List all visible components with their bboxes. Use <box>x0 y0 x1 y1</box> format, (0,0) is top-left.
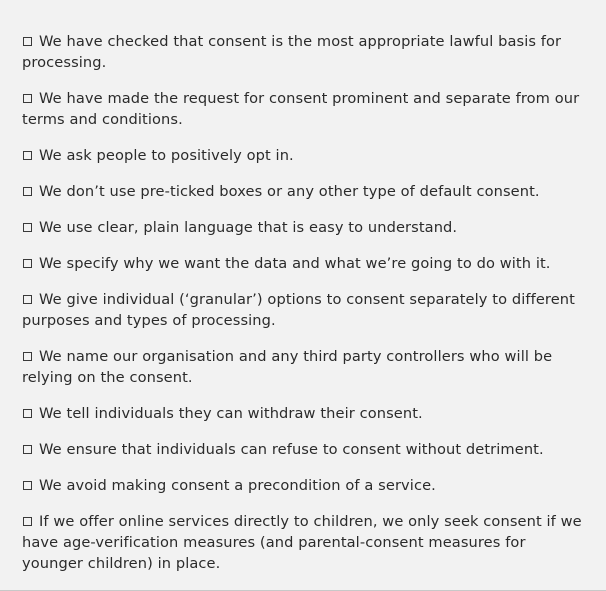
checkbox-icon <box>23 445 32 454</box>
checklist-item-text: We have made the request for consent prominent and separate from our terms and conditions. <box>22 90 580 128</box>
checklist-item-text: We have checked that consent is the most appropriate lawful basis for processing. <box>22 33 562 71</box>
checkbox-icon <box>23 481 32 490</box>
checklist-item <box>22 289 584 331</box>
checklist-item <box>22 181 584 202</box>
checklist-item-text: We use clear, plain language that is easy to understand. <box>39 219 458 236</box>
checklist-item <box>22 403 584 424</box>
checklist-item <box>22 253 584 274</box>
checklist-item <box>22 145 584 166</box>
checkbox-icon <box>23 187 32 196</box>
checklist-item <box>22 346 584 388</box>
checkbox-icon <box>23 94 32 103</box>
checklist-item-text: We specify why we want the data and what we’re going to do with it. <box>39 255 551 272</box>
checklist-item-text: We ask people to positively opt in. <box>39 147 294 164</box>
checklist-item <box>22 217 584 238</box>
checkbox-icon <box>23 223 32 232</box>
checkbox-icon <box>23 409 32 418</box>
checkbox-icon <box>23 151 32 160</box>
checklist-item <box>22 31 584 73</box>
checkbox-icon <box>23 37 32 46</box>
checklist-item <box>22 88 584 130</box>
checklist-item-text: We name our organisation and any third party controllers who will be relying on the consent. <box>22 348 553 386</box>
checkbox-icon <box>23 352 32 361</box>
checklist-item-text: If we offer online services directly to children, we only seek consent if we have age-verification measures (and parental-consent measures for younger children) in place. <box>22 513 582 572</box>
checklist-item <box>22 475 584 496</box>
checklist-item-text: We ensure that individuals can refuse to consent without detriment. <box>39 441 544 458</box>
checklist-item <box>22 439 584 460</box>
checklist-item-text: We give individual (‘granular’) options to consent separately to different purposes and types of processing. <box>22 291 575 329</box>
checklist-item <box>22 511 584 574</box>
checklist-item-text: We don’t use pre-ticked boxes or any other type of default consent. <box>39 183 540 200</box>
checkbox-icon <box>23 517 32 526</box>
checklist-item-text: We avoid making consent a precondition of a service. <box>39 477 436 494</box>
checkbox-icon <box>23 295 32 304</box>
checkbox-icon <box>23 259 32 268</box>
checklist-item-text: We tell individuals they can withdraw their consent. <box>39 405 423 422</box>
